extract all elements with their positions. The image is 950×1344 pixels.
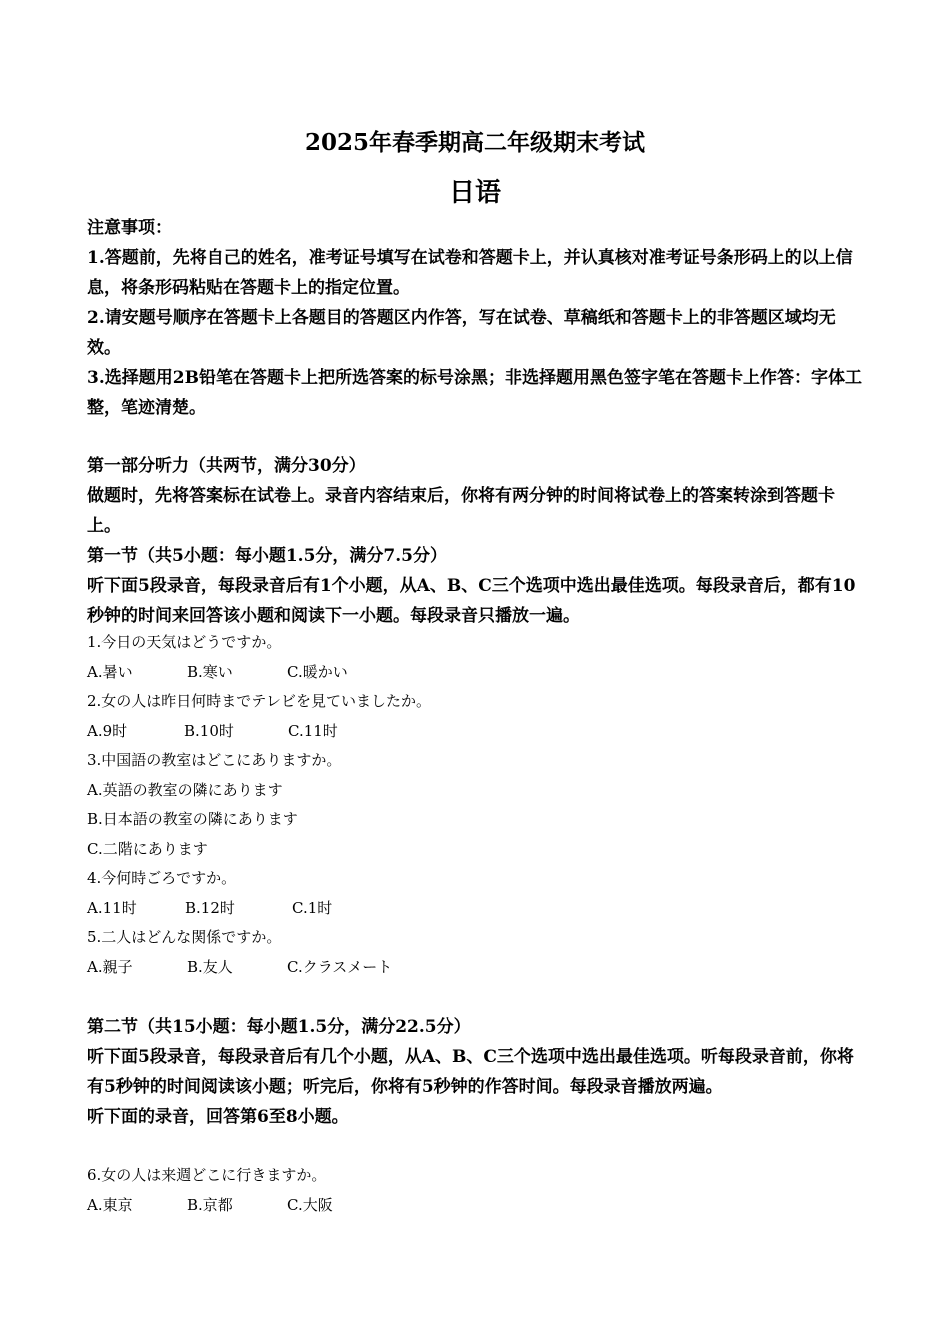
option-a: A.9时 (87, 721, 128, 740)
option-a: A.親子 (87, 957, 133, 976)
question-2: 2.女の人は昨日何時までテレビを見ていましたか。 (87, 692, 432, 710)
option-a: A.暑い (87, 662, 133, 681)
question-4: 4.今何時ごろですか。 (87, 869, 237, 887)
question-1-options (87, 658, 867, 688)
section1-instruction: 听下面5段录音，每段录音后有1个小题，从A、B、C三个选项中选出最佳选项。每段录音后，都有10秒钟的时间来回答该小题和阅读下一小题。每段录音只播放一遍。 (87, 576, 856, 626)
section2-sub-instruction: 听下面的录音，回答第6至8小题。 (87, 1107, 349, 1127)
part1-heading: 第一部分听力（共两节，满分30分） (87, 456, 366, 476)
section2-instruction: 听下面5段录音，每段录音后有几个小题，从A、B、C三个选项中选出最佳选项。听每段录音前，你将有5秒钟的时间阅读该小题；听完后，你将有5秒钟的作答时间。每段录音播放两遍。 (87, 1047, 854, 1097)
option-a: A.東京 (87, 1195, 133, 1214)
question-3: 3.中国語の教室はどこにありますか。 (87, 751, 342, 769)
question-3-option-b: B.日本語の教室の隣にあります (87, 810, 298, 828)
notes-item-2: 2.请安题号顺序在答题卡上各题目的答题区内作答，写在试卷、草稿纸和答题卡上的非答题区域均无效。 (87, 308, 836, 358)
option-b: B.12时 (185, 898, 235, 917)
question-6-options (87, 1191, 867, 1221)
section2-heading: 第二节（共15小题：每小题1.5分，满分22.5分） (87, 1017, 471, 1037)
exam-title: 2025年春季期高二年级期末考试 (304, 129, 645, 156)
option-c: C.11时 (288, 721, 338, 740)
section2-intro (87, 1012, 867, 1132)
notes-item-1: 1.答题前，先将自己的姓名，准考证号填写在试卷和答题卡上，并认真核对准考证号条形码上的以上信息，将条形码粘贴在答题卡上的指定位置。 (87, 248, 853, 298)
question-3-option-a: A.英語の教室の隣にあります (87, 780, 283, 799)
option-b: B.京都 (187, 1195, 233, 1214)
question-4-options (87, 894, 867, 924)
notes-item-3: 3.选择题用2B铅笔在答题卡上把所选答案的标号涂黑；非选择题用黑色签字笔在答题卡上作答：字体工整，笔迹清楚。 (87, 368, 862, 418)
option-c: C.1时 (292, 898, 333, 917)
option-c: C.暖かい (287, 662, 348, 681)
question-5: 5.二人はどんな関係ですか。 (87, 928, 282, 946)
question-6: 6.女の人は来週どこに行きますか。 (87, 1166, 327, 1184)
option-b: B.寒い (187, 662, 233, 681)
option-c: C.大阪 (287, 1195, 333, 1214)
notes-section (87, 213, 867, 423)
option-c: C.クラスメート (287, 957, 393, 976)
section2-questions (87, 1161, 867, 1220)
option-b: B.10时 (184, 721, 234, 740)
part1-intro (87, 451, 867, 631)
subject-title: 日语 (448, 178, 501, 208)
question-2-options (87, 717, 867, 747)
question-3-option-c: C.二階にあります (87, 839, 208, 858)
section1-heading: 第一节（共5小题：每小题1.5分，满分7.5分） (87, 546, 447, 566)
part1-instruction: 做题时，先将答案标在试卷上。录音内容结束后，你将有两分钟的时间将试卷上的答案转涂到答题卡上。 (87, 486, 835, 536)
notes-heading: 注意事项： (87, 218, 172, 238)
question-5-options (87, 953, 867, 983)
question-1: 1.今日の天気はどうですか。 (87, 633, 282, 651)
section1-questions (87, 628, 867, 982)
option-b: B.友人 (187, 957, 233, 976)
option-a: A.11时 (87, 898, 137, 917)
